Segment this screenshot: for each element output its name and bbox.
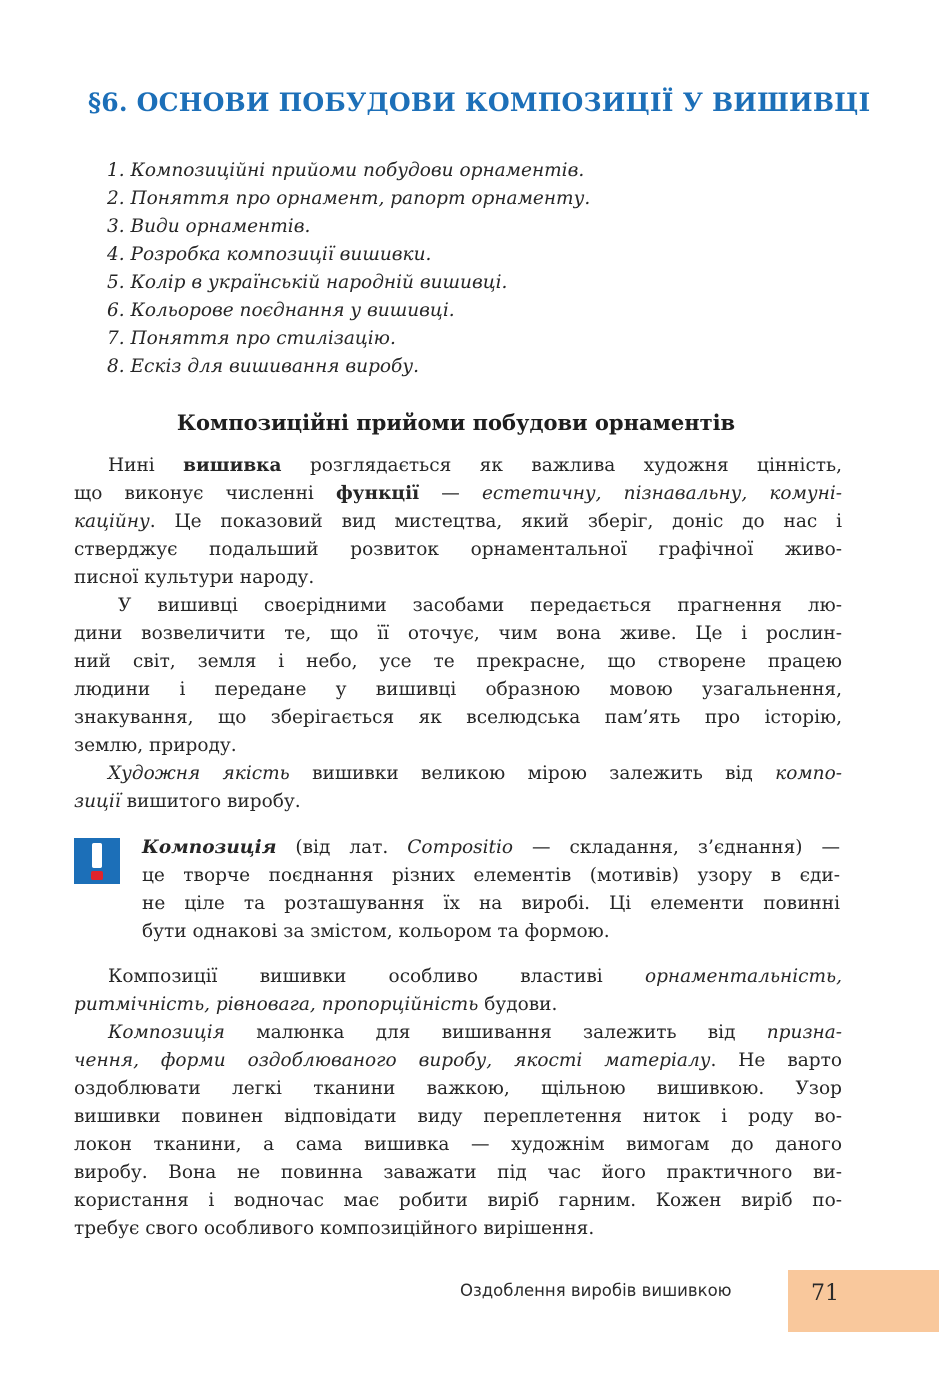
paragraph-4 [74,963,842,1019]
paragraph-1 [74,452,842,592]
text-run: що виконує численні [74,483,336,504]
italic-term: каційну [74,511,150,532]
definition-term: Композиція [142,837,277,858]
text-line: землю, природу. [74,735,237,756]
text-line: требує свого особливого композиційного вирішення. [74,1218,595,1239]
italic-term: естетичну, пізнавальну, комуні- [481,483,842,504]
section-heading: Композиційні прийоми побудови орнаментів [176,410,736,435]
text-line: не ціле та розташування їх на виробі. Ці елементи повинні [142,893,840,914]
text-line: вишивки повинен відповідати виду переплетення ниток і роду во- [74,1106,842,1127]
text-line [74,452,842,480]
text-line [74,480,842,508]
text-line: виробу. Вона не повинна заважати під час його практичного ви- [74,1162,842,1183]
italic-term: орнаментальність, [644,966,842,987]
text-line: стверджує подальший розвиток орнаментальної графічної живо- [74,539,842,560]
text-line: користання і водночас має робити виріб гарним. Кожен виріб по- [74,1190,842,1211]
italic-term: чення, форми оздоблюваного виробу, якості матеріалу [74,1050,711,1071]
text-run: . Це показовий вид мистецтва, який зберіг, доніс до нас і [149,511,842,532]
definition-callout [142,834,840,946]
running-footer: Оздоблення виробів вишивкою [460,1281,732,1300]
text-line [74,963,842,991]
topic-item: 1. Композиційні прийоми побудови орнаментів. [107,160,585,181]
topic-item: 3. Види орнаментів. [107,216,311,237]
italic-term: зиції [74,791,121,812]
topic-list [107,157,807,381]
topic-item: 8. Ескіз для вишивання виробу. [107,356,419,377]
text-line: писної культури народу. [74,567,315,588]
topic-item: 5. Колір в українській народній вишивці. [107,272,508,293]
paragraph-5 [74,1019,842,1243]
bold-term: вишивка [183,455,282,476]
text-line: локон тканини, а сама вишивка — художнім вимогам до даного [74,1134,842,1155]
italic-term: компо- [775,763,842,784]
text-run: Нині [108,455,184,476]
italic-term: ритмічність, рівновага, пропорційність [74,994,479,1015]
topic-item: 6. Кольорове поєднання у вишивці. [107,300,455,321]
text-run: (від лат. [276,837,408,858]
topic-item: 7. Поняття про стилізацію. [107,328,396,349]
text-line [74,1047,842,1075]
text-run: малюнка для вишивання залежить від [224,1022,767,1043]
text-line [74,508,842,536]
exclamation-bar [92,843,102,868]
text-run: вишивки великою мірою залежить від [289,763,776,784]
text-line: знакування, що зберігається як вселюдська пам’ять про історію, [74,707,842,728]
page-number-box [788,1270,939,1332]
bold-term: функції [336,483,420,504]
text-run: розглядається як важлива художня цінність, [281,455,842,476]
topic-item: 2. Поняття про орнамент, рапорт орнаменту. [107,188,591,209]
text-line [142,834,840,862]
text-line: дини возвеличити те, що її оточує, чим вона живе. Це і рослин- [74,623,842,644]
text-line [74,788,842,816]
paragraph-2 [74,592,842,760]
text-run: будови. [478,994,558,1015]
text-line: це творче поєднання різних елементів (мотивів) узору в єди- [142,865,840,886]
text-line: оздоблювати легкі тканини важкою, щільною вишивкою. Узор [74,1078,842,1099]
latin-term: Compositio [407,837,513,858]
page-number: 71 [811,1281,839,1306]
italic-term: Художня якість [108,763,290,784]
exclamation-dot [91,871,103,880]
text-line: ний світ, земля і небо, усе те прекрасне, що створене працею [74,651,842,672]
text-run: Композиції вишивки особливо властиві [108,966,645,987]
text-run: — [419,483,482,504]
italic-term: призна- [766,1022,842,1043]
paragraph-3 [74,760,842,816]
text-run: — складання, з’єднання) — [513,837,840,858]
exclamation-icon [74,838,120,884]
text-run: . Не варто [710,1050,842,1071]
text-line [74,760,842,788]
text-line: У вишивці своєрідними засобами передається прагнення лю- [118,595,842,616]
italic-term: Композиція [108,1022,225,1043]
text-run: вишитого виробу. [120,791,301,812]
text-line: бути однакові за змістом, кольором та формою. [142,921,610,942]
topic-item: 4. Розробка композиції вишивки. [107,244,432,265]
text-line [74,991,842,1019]
page-title: §6. ОСНОВИ ПОБУДОВИ КОМПОЗИЦІЇ У ВИШИВЦІ [88,88,871,117]
text-line: людини і передане у вишивці образною мовою узагальнення, [74,679,842,700]
text-line [74,1019,842,1047]
